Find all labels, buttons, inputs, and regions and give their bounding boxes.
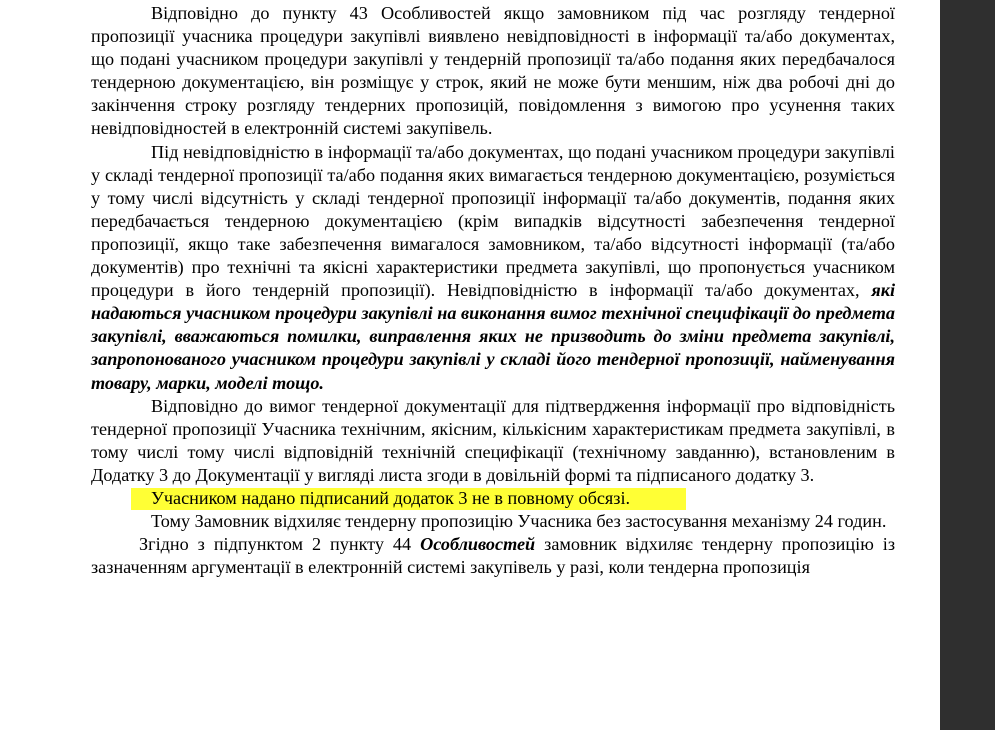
paragraph-2 xyxy=(91,141,895,395)
paragraph-5-end: замовник відхиляє тендерну пропозицію із зазначенням аргументації в електронній системі закупівель у разі, коли тендерна пропозиція xyxy=(91,534,895,578)
document-body xyxy=(91,2,895,579)
paragraph-5 xyxy=(91,533,895,579)
paragraph-4: Тому Замовник відхиляє тендерну пропозицію Учасника без застосування механізму 24 годин. xyxy=(151,511,887,532)
paragraph-3: Відповідно до вимог тендерної документації для підтвердження інформації про відповідність тендерної пропозиції Учасника технічним, якісним, кількісним характеристикам предмета закупівлі, в тому числі тому числі відповідній технічній специфікації (технічному завданню), встановленим в Додатку 3 до Документації у вигляді листа згоди в довільній формі та підписаного додатку 3. xyxy=(91,395,895,485)
paragraph-2-text: Під невідповідністю в інформації та/або документах, що подані учасником процедури закупівлі у складі тендерної пропозиції та/або подання яких вимагається тендерною документацією, розуміється у тому числі відсутність у складі тендерної пропозиції інформації та/або документів, подання яких передбачається тендерною документацією (крім випадків відсутності забезпечення тендерної пропозиції, якщо таке забезпечення вимагалося замовником, та/або відсутності інформації (та/або документів) про технічні та якісні характеристики предмета закупівлі, що пропонується учасником процедури в його тендерній пропозиції). Невідповідністю в інформації та/або документах, xyxy=(91,141,895,301)
highlighted-text: Учасником надано підписаний додаток 3 не в повному обсязі. xyxy=(151,487,631,508)
highlighted-line xyxy=(91,487,895,510)
paragraph-5-emphasis: Особливостей xyxy=(420,534,536,555)
paragraph-1: Відповідно до пункту 43 Особливостей якщо замовником під час розгляду тендерної пропозиції учасника процедури закупівлі виявлено невідповідності в інформації та/або документах, що подані учасником процедури закупівлі у тендерній пропозиції та/або подання яких передбачалося тендерною документацією, він розміщує у строк, який не може бути меншим, ніж два робочі дні до закінчення строку розгляду тендерних пропозицій, повідомлення з вимогою про усунення таких невідповідностей в електронній системі закупівель. xyxy=(91,3,895,139)
paragraph-5-start: Згідно з підпунктом 2 пункту 44 xyxy=(139,534,421,555)
viewer-side-panel xyxy=(940,0,995,730)
paragraph-2-emphasis: які надаються учасником процедури закупівлі на виконання вимог технічної специфікації до предмета закупівлі, вважаються помилки, виправлення яких не призводить до зміни предмета закупівлі, запропонованого учасником процедури закупівлі у складі його тендерної пропозиції, найменування товару, марки, моделі тощо. xyxy=(91,280,895,393)
